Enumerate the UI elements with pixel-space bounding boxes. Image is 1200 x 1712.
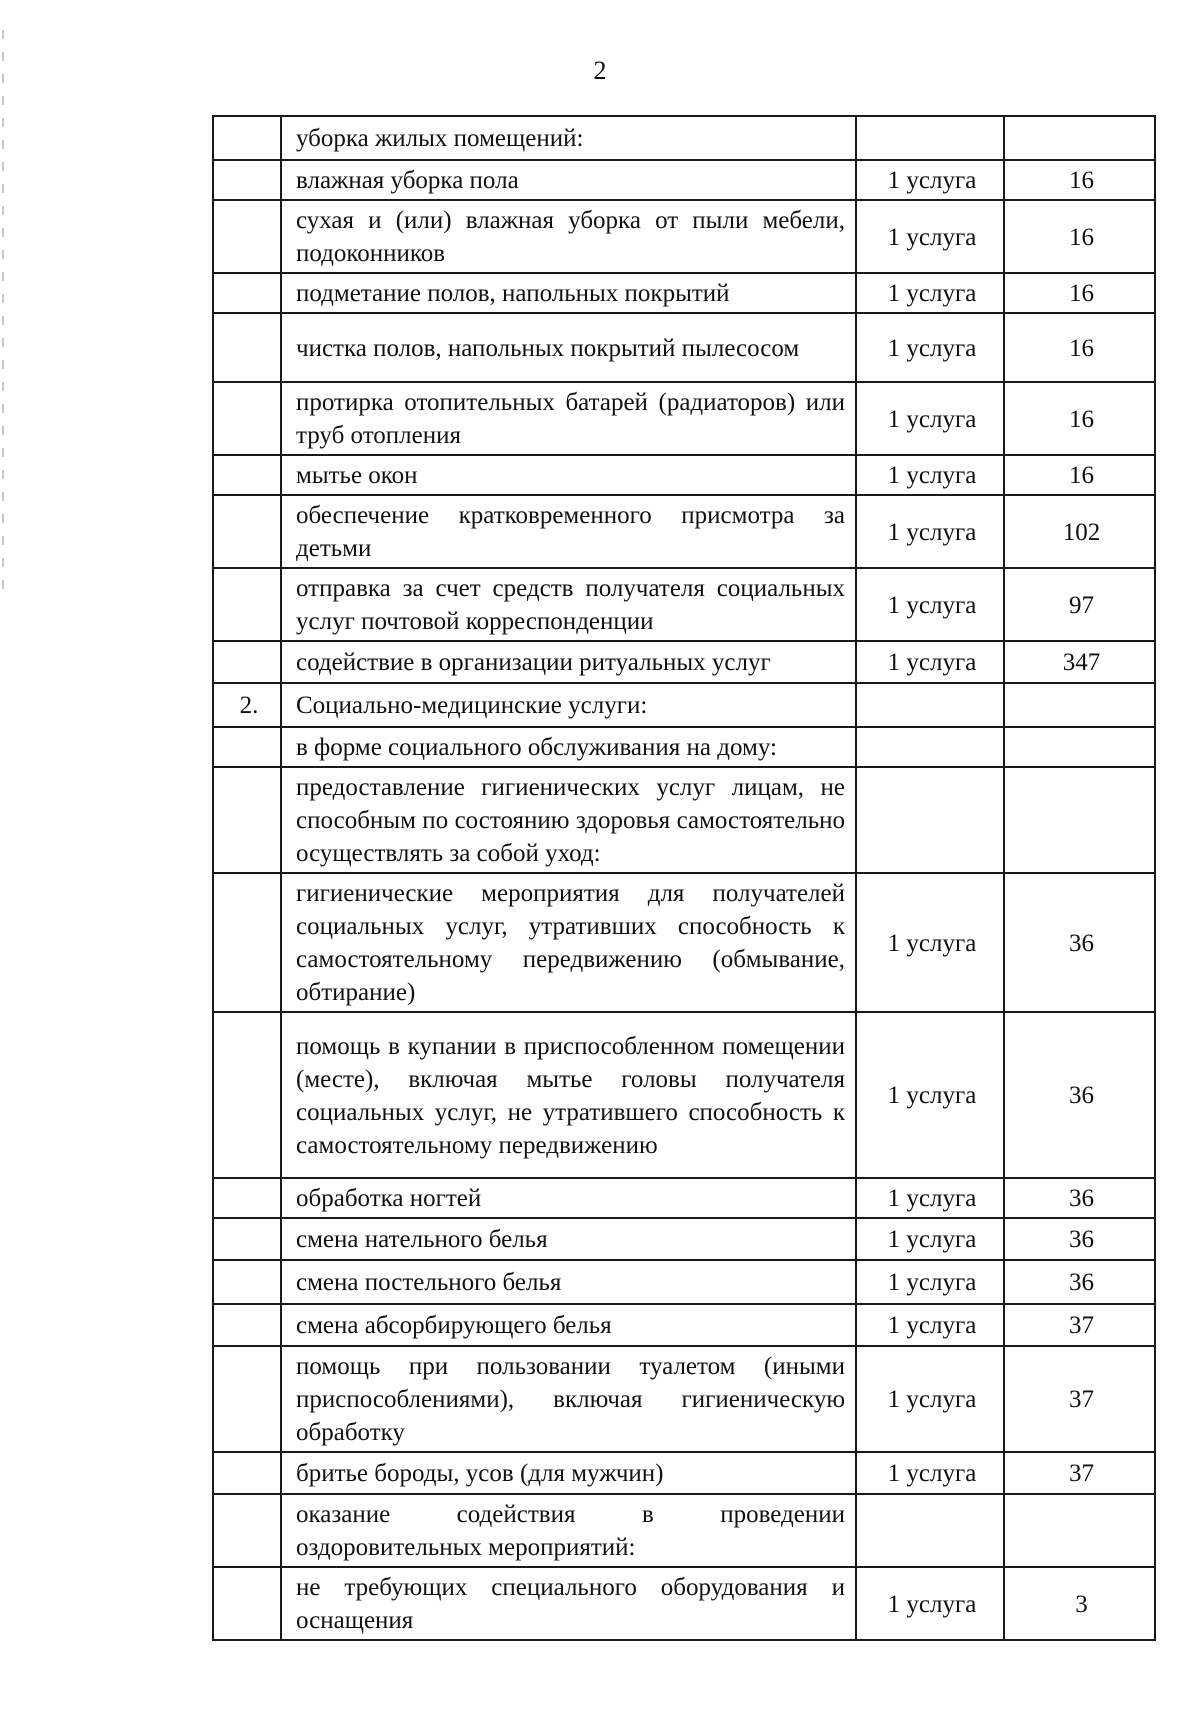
- service-description: смена нательного белья: [281, 1218, 856, 1260]
- row-number: [213, 1346, 281, 1452]
- service-unit: [856, 767, 1004, 873]
- service-description: обеспечение кратковременного присмотра за детьми: [281, 495, 856, 568]
- service-description: влажная уборка пола: [281, 160, 856, 200]
- row-number: [213, 313, 281, 382]
- service-price: 16: [1004, 160, 1155, 200]
- service-description: помощь в купании в приспособленном помещении (месте), включая мытье головы получателя социальных услуг, не утратившего способность к самостоятельному передвижению: [281, 1012, 856, 1178]
- service-price: 36: [1004, 1178, 1155, 1218]
- row-number: [213, 727, 281, 767]
- service-unit: 1 услуга: [856, 1567, 1004, 1640]
- service-unit: 1 услуга: [856, 273, 1004, 313]
- service-unit: [856, 1494, 1004, 1567]
- service-unit: 1 услуга: [856, 1346, 1004, 1452]
- row-number: [213, 200, 281, 273]
- service-description: содействие в организации ритуальных услуг: [281, 641, 856, 683]
- service-description: смена постельного белья: [281, 1260, 856, 1304]
- service-description: смена абсорбирующего белья: [281, 1304, 856, 1346]
- service-unit: 1 услуга: [856, 568, 1004, 641]
- service-description: оказание содействия в проведении оздоровительных мероприятий:: [281, 1494, 856, 1567]
- service-price: [1004, 727, 1155, 767]
- row-number: [213, 873, 281, 1012]
- service-price: 37: [1004, 1346, 1155, 1452]
- service-unit: 1 услуга: [856, 873, 1004, 1012]
- service-unit: 1 услуга: [856, 1178, 1004, 1218]
- service-unit: 1 услуга: [856, 1012, 1004, 1178]
- service-description: не требующих специального оборудования и оснащения: [281, 1567, 856, 1640]
- service-unit: 1 услуга: [856, 1218, 1004, 1260]
- scan-margin-artifact: [2, 30, 4, 590]
- table-row: [213, 382, 1155, 455]
- service-unit: 1 услуга: [856, 1304, 1004, 1346]
- row-number: [213, 160, 281, 200]
- table-row: [213, 641, 1155, 683]
- table-row: [213, 313, 1155, 382]
- row-number: [213, 455, 281, 495]
- row-number: [213, 641, 281, 683]
- service-unit: 1 услуга: [856, 200, 1004, 273]
- service-price: 37: [1004, 1304, 1155, 1346]
- service-price: 36: [1004, 1218, 1155, 1260]
- row-number: [213, 273, 281, 313]
- table-row: [213, 568, 1155, 641]
- row-number: [213, 1218, 281, 1260]
- service-unit: 1 услуга: [856, 495, 1004, 568]
- table-row: [213, 1178, 1155, 1218]
- row-number: 2.: [213, 683, 281, 727]
- service-price: 36: [1004, 873, 1155, 1012]
- service-unit: 1 услуга: [856, 382, 1004, 455]
- service-price: 16: [1004, 313, 1155, 382]
- service-price: 3: [1004, 1567, 1155, 1640]
- service-unit: 1 услуга: [856, 455, 1004, 495]
- service-description: Социально-медицинские услуги:: [281, 683, 856, 727]
- service-description: подметание полов, напольных покрытий: [281, 273, 856, 313]
- service-price: 37: [1004, 1452, 1155, 1494]
- service-description: чистка полов, напольных покрытий пылесосом: [281, 313, 856, 382]
- row-number: [213, 767, 281, 873]
- service-unit: 1 услуга: [856, 160, 1004, 200]
- service-price: [1004, 767, 1155, 873]
- service-price: [1004, 683, 1155, 727]
- table-row: [213, 683, 1155, 727]
- row-number: [213, 1178, 281, 1218]
- service-price: 16: [1004, 200, 1155, 273]
- row-number: [213, 1452, 281, 1494]
- table-row: [213, 1567, 1155, 1640]
- service-price: 97: [1004, 568, 1155, 641]
- service-description: бритье бороды, усов (для мужчин): [281, 1452, 856, 1494]
- table-row: [213, 273, 1155, 313]
- service-description: гигиенические мероприятия для получателей социальных услуг, утративших способность к самостоятельному передвижению (обмывание, обтирание): [281, 873, 856, 1012]
- row-number: [213, 1494, 281, 1567]
- table-row: [213, 873, 1155, 1012]
- page-number: 2: [593, 56, 607, 85]
- table-row: [213, 1452, 1155, 1494]
- service-price: 102: [1004, 495, 1155, 568]
- service-price: [1004, 116, 1155, 160]
- table-row: [213, 1346, 1155, 1452]
- row-number: [213, 382, 281, 455]
- service-description: уборка жилых помещений:: [281, 116, 856, 160]
- service-price: [1004, 1494, 1155, 1567]
- service-price: 16: [1004, 273, 1155, 313]
- table-row: [213, 455, 1155, 495]
- table-row: [213, 727, 1155, 767]
- service-description: обработка ногтей: [281, 1178, 856, 1218]
- service-description: мытье окон: [281, 455, 856, 495]
- table-row: [213, 116, 1155, 160]
- service-price: 36: [1004, 1012, 1155, 1178]
- service-unit: [856, 116, 1004, 160]
- row-number: [213, 495, 281, 568]
- table-row: [213, 1260, 1155, 1304]
- service-price: 16: [1004, 382, 1155, 455]
- service-unit: 1 услуга: [856, 313, 1004, 382]
- row-number: [213, 116, 281, 160]
- row-number: [213, 1260, 281, 1304]
- row-number: [213, 568, 281, 641]
- table-row: [213, 160, 1155, 200]
- service-unit: [856, 727, 1004, 767]
- table-row: [213, 1012, 1155, 1178]
- service-unit: 1 услуга: [856, 1260, 1004, 1304]
- service-description: отправка за счет средств получателя социальных услуг почтовой корреспонденции: [281, 568, 856, 641]
- service-price: 36: [1004, 1260, 1155, 1304]
- service-description: протирка отопительных батарей (радиаторов) или труб отопления: [281, 382, 856, 455]
- service-unit: 1 услуга: [856, 1452, 1004, 1494]
- table-row: [213, 1304, 1155, 1346]
- services-table: [212, 115, 1156, 1641]
- service-unit: [856, 683, 1004, 727]
- table-row: [213, 1494, 1155, 1567]
- table-row: [213, 200, 1155, 273]
- service-unit: 1 услуга: [856, 641, 1004, 683]
- table-row: [213, 1218, 1155, 1260]
- row-number: [213, 1012, 281, 1178]
- service-price: 347: [1004, 641, 1155, 683]
- service-description: помощь при пользовании туалетом (иными приспособлениями), включая гигиеническую обработку: [281, 1346, 856, 1452]
- table-row: [213, 767, 1155, 873]
- service-price: 16: [1004, 455, 1155, 495]
- service-description: предоставление гигиенических услуг лицам, не способным по состоянию здоровья самостоятельно осуществлять за собой уход:: [281, 767, 856, 873]
- row-number: [213, 1567, 281, 1640]
- service-description: сухая и (или) влажная уборка от пыли мебели, подоконников: [281, 200, 856, 273]
- service-description: в форме социального обслуживания на дому:: [281, 727, 856, 767]
- table-row: [213, 495, 1155, 568]
- row-number: [213, 1304, 281, 1346]
